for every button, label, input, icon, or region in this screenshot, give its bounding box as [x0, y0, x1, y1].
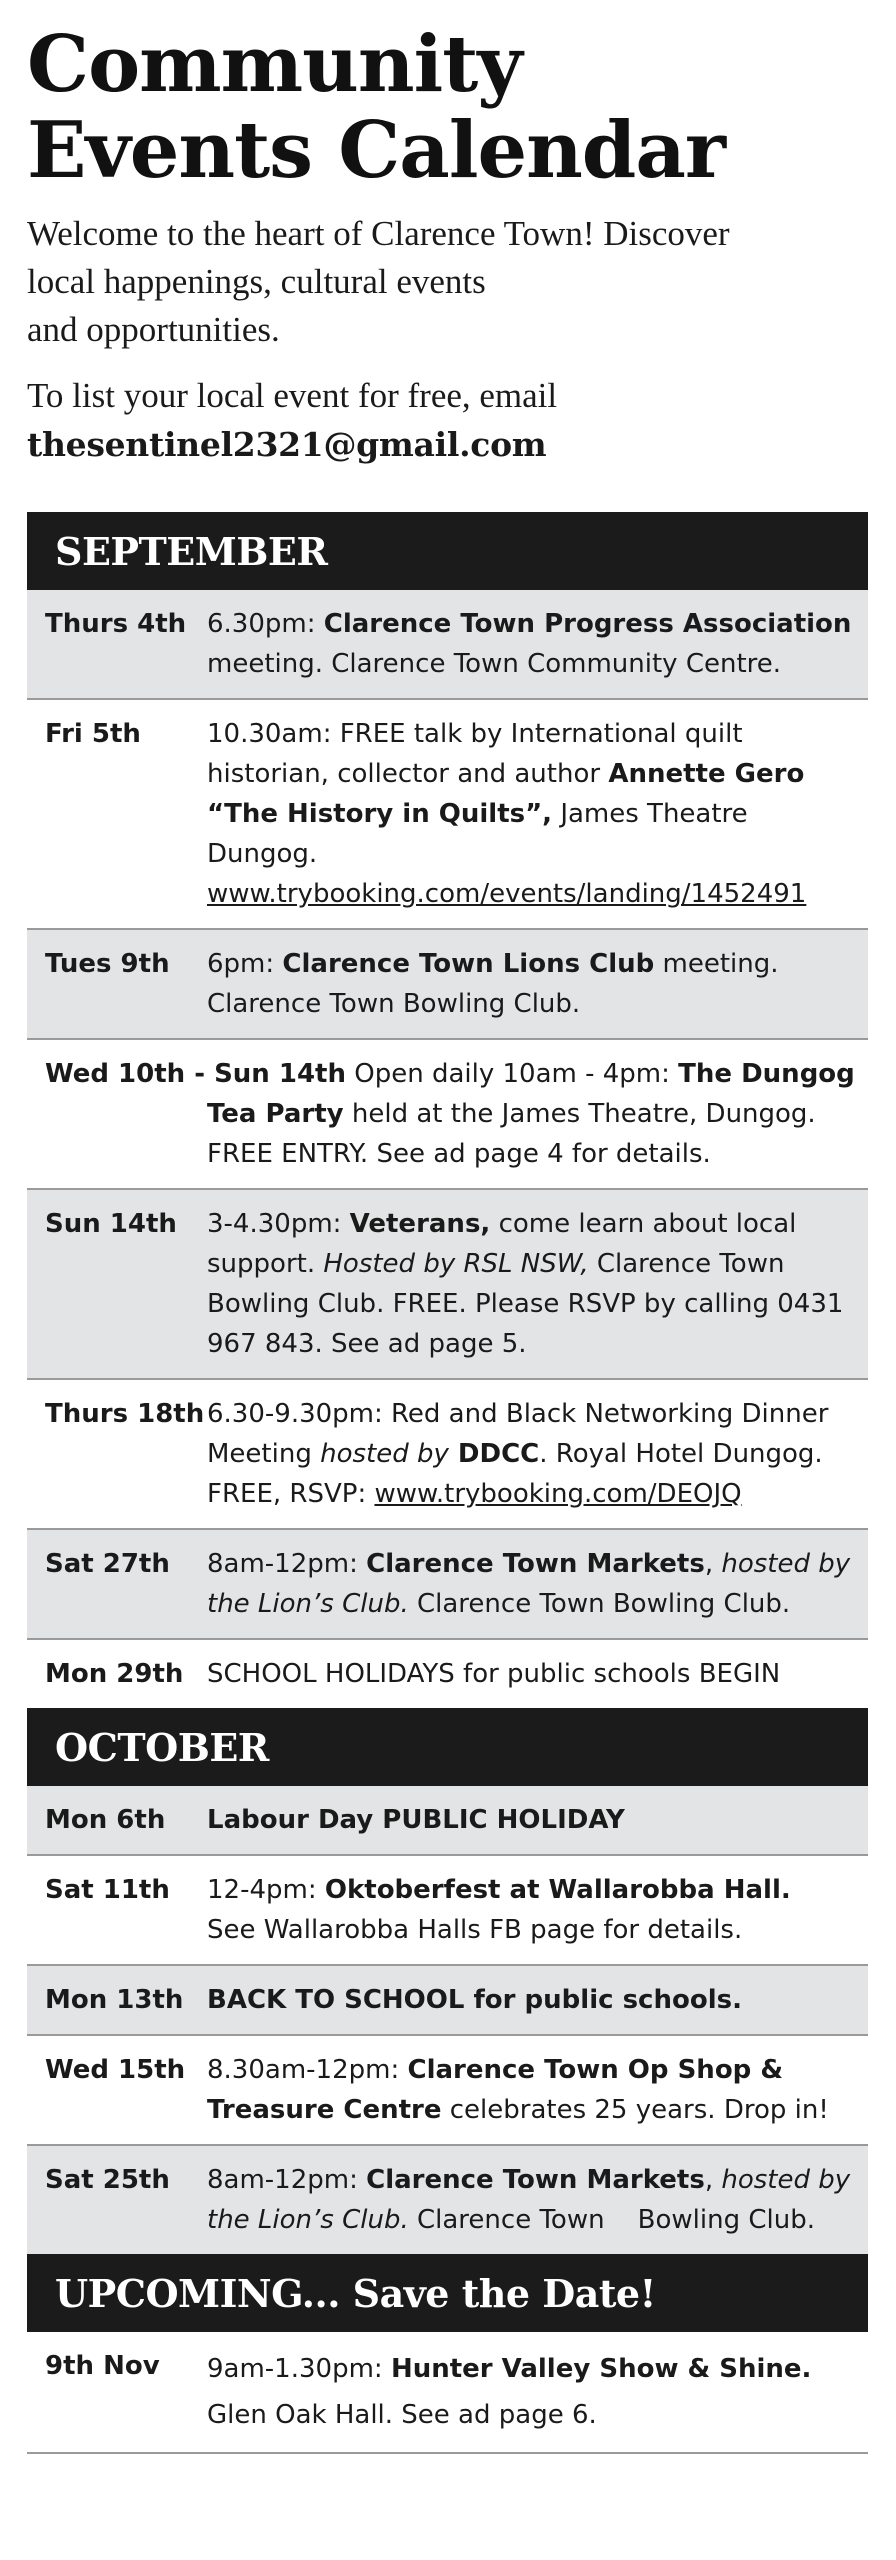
event-description [207, 1980, 856, 2020]
event-row [27, 2146, 868, 2254]
event-details: meeting. Clarence Town Community Centre. [207, 649, 782, 679]
event-title: Treasure Centre [207, 2095, 442, 2125]
section-header-upcoming: UPCOMING... Save the Date! [27, 2254, 868, 2332]
event-time: 8am-12pm: [207, 1549, 367, 1579]
event-details: celebrates 25 years. Drop in! [441, 2095, 829, 2125]
event-host: Hosted by RSL NSW, [323, 1249, 589, 1279]
booking-link[interactable]: www.trybooking.com/DEOJQ [374, 1479, 742, 1509]
section-header-october: OCTOBER [27, 1708, 868, 1786]
event-venue: Clarence Town Bowling Club. [207, 989, 581, 1019]
event-date: Sun 14th [45, 1209, 177, 1239]
event-host: hosted by the Lion’s Club. [207, 1549, 851, 1619]
event-row [27, 2332, 868, 2454]
event-time: 8.30am-12pm: [207, 2055, 408, 2085]
event-date: Tues 9th [45, 949, 170, 979]
event-row [27, 1966, 868, 2036]
event-venue: Glen Oak Hall. See ad page 6. [207, 2400, 597, 2430]
event-title: Clarence Town Markets [366, 1549, 705, 1579]
event-details: , [704, 2165, 722, 2195]
event-description [45, 1054, 856, 1174]
intro-line-3: and opportunities. [27, 310, 280, 349]
event-description [207, 1204, 856, 1364]
event-date: Wed 15th [45, 2055, 186, 2085]
event-details: 10.30am: FREE talk by International quilt historian, collector and author [207, 719, 743, 789]
event-title: Annette Gero [608, 759, 805, 789]
event-details: 6.30-9.30pm: Red and Black Networking Dinner Meeting [207, 1399, 829, 1469]
event-description [207, 944, 856, 1024]
event-row [27, 1640, 868, 1708]
event-time: 9am-1.30pm: [207, 2354, 391, 2384]
event-title: Clarence Town Markets [366, 2165, 705, 2195]
event-description [207, 2346, 856, 2438]
event-date: 9th Nov [45, 2351, 160, 2381]
event-description: SCHOOL HOLIDAYS for public schools BEGIN [207, 1659, 781, 1689]
event-row [27, 1530, 868, 1640]
event-date: Mon 29th [45, 1659, 184, 1689]
event-description [207, 714, 856, 914]
event-title: Clarence Town Op Shop & [407, 2055, 784, 2085]
event-time: 12-4pm: [207, 1875, 325, 1905]
event-venue: Clarence Town Bowling Club. [408, 1589, 791, 1619]
event-time: 8am-12pm: [207, 2165, 367, 2195]
event-description [207, 2160, 856, 2240]
title-line-1: Community [27, 19, 522, 110]
event-row [27, 700, 868, 930]
event-title: Veterans, [349, 1209, 491, 1239]
event-date: Thurs 18th [45, 1399, 205, 1429]
event-details: meeting. [654, 949, 779, 979]
event-host: hosted by the Lion’s Club. [207, 2165, 851, 2235]
event-title: DDCC [448, 1439, 540, 1469]
event-date: Fri 5th [45, 719, 141, 749]
event-title: Oktoberfest at Wallarobba Hall. [324, 1875, 791, 1905]
event-title: Clarence Town Lions Club [282, 949, 655, 979]
event-date: Sat 11th [45, 1875, 170, 1905]
event-row [27, 2036, 868, 2146]
event-details: , [704, 1549, 722, 1579]
intro-line-1: Welcome to the heart of Clarence Town! Discover [27, 214, 730, 253]
event-row [27, 1786, 868, 1856]
event-venue: James Theatre Dungog. [207, 799, 748, 869]
event-description [207, 1394, 856, 1514]
event-date: Mon 6th [45, 1805, 166, 1835]
event-title: Labour Day PUBLIC HOLIDAY [207, 1805, 625, 1835]
event-time: 3-4.30pm: [207, 1209, 350, 1239]
event-row [27, 1856, 868, 1966]
event-date: Sat 25th [45, 2165, 170, 2195]
page [27, 0, 868, 468]
event-row [27, 930, 868, 1040]
page-title [27, 19, 868, 196]
event-date: Sat 27th [45, 1549, 170, 1579]
event-venue: Clarence Town Bowling Club. [408, 2205, 815, 2235]
event-venue: Clarence Town Bowling Club. FREE. Please RSVP by calling 0431 967 843. See ad page 5. [207, 1249, 844, 1359]
event-title: “The History in Quilts”, [207, 799, 553, 829]
event-row [27, 1380, 868, 1530]
event-host: hosted by [320, 1439, 449, 1469]
event-date: Mon 13th [45, 1985, 184, 2015]
section-header-september: SEPTEMBER [27, 512, 868, 590]
event-description [207, 604, 856, 684]
event-date: Thurs 4th [45, 609, 187, 639]
event-description [207, 2050, 856, 2130]
event-venue: held at the James Theatre, Dungog. [343, 1099, 816, 1129]
event-title: Tea Party [207, 1099, 344, 1129]
booking-link[interactable]: www.trybooking.com/events/landing/1452491 [207, 879, 807, 909]
event-time: 6pm: [207, 949, 283, 979]
intro-text [27, 210, 868, 354]
event-description [207, 1544, 856, 1624]
event-time: 6.30pm: [207, 609, 324, 639]
list-text: To list your local event for free, email [27, 376, 558, 415]
event-title: Clarence Town Progress Association [323, 609, 852, 639]
event-venue: . Royal Hotel Dungog. [539, 1439, 823, 1469]
event-date: Wed 10th - Sun 14th [45, 1059, 346, 1089]
event-row [27, 1040, 868, 1190]
contact-email-link[interactable]: thesentinel2321@gmail.com [27, 425, 547, 464]
title-line-2: Events Calendar [27, 105, 725, 196]
event-row [27, 590, 868, 700]
event-row [27, 1190, 868, 1380]
event-title: The Dungog [678, 1059, 855, 1089]
event-title: Hunter Valley Show & Shine. [390, 2354, 812, 2384]
events-calendar [27, 512, 868, 2454]
event-title: BACK TO SCHOOL for public schools. [207, 1985, 742, 2015]
event-description [207, 1800, 856, 1840]
event-rsvp: FREE, RSVP: [207, 1479, 375, 1509]
event-details: See Wallarobba Halls FB page for details. [207, 1915, 743, 1945]
event-details: FREE ENTRY. See ad page 4 for details. [207, 1139, 711, 1169]
event-details: come learn about local support. [207, 1209, 797, 1279]
event-description [207, 1870, 856, 1950]
intro-line-2: local happenings, cultural events [27, 262, 486, 301]
event-time: Open daily 10am - 4pm: [345, 1059, 679, 1089]
